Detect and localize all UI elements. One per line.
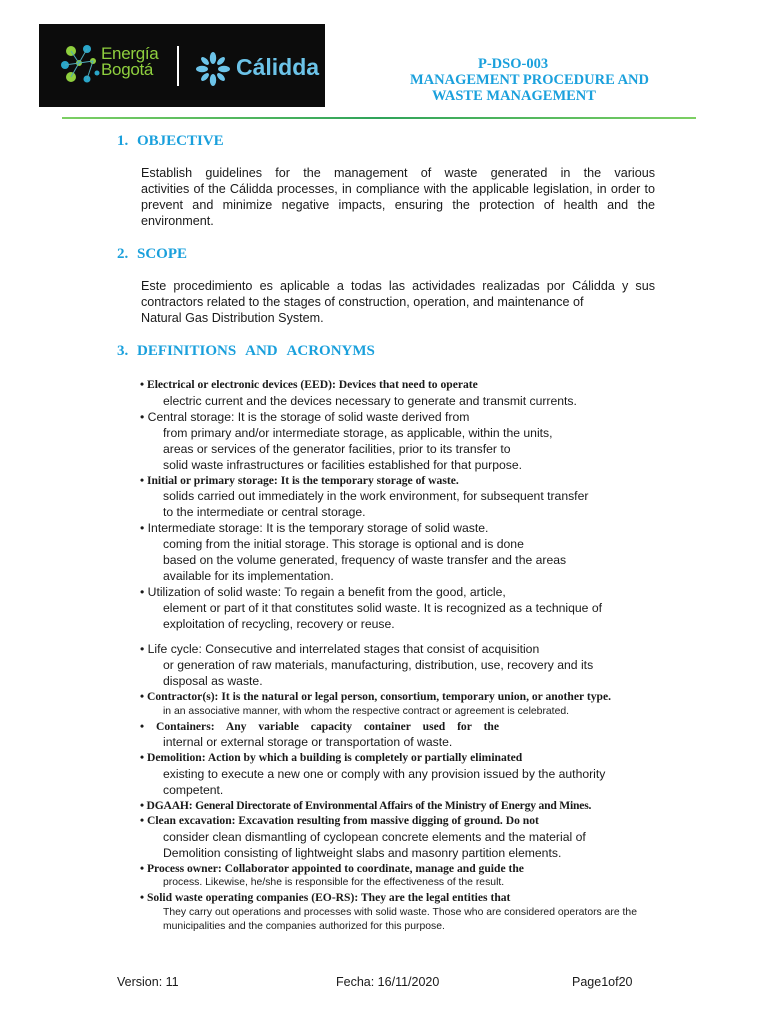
- definition-item: • Utilization of solid waste: To regain a benefit from the good, article, element or part of it that constitutes solid waste. It is recognized as a technique of exploitation of recycling, recovery or reuse.: [140, 585, 602, 631]
- definition-item: • Demolition: Action by which a building is completely or partially eliminated existing to execute a new one or comply with any provision issued by the authority competent.: [140, 751, 606, 797]
- energia-bogota-logo-icon: [57, 41, 105, 91]
- definition-item: • Central storage: It is the storage of solid waste derived from from primary and/or intermediate storage, as applicable, within the units, areas or services of the generator facilities, prior to its transfer to solid waste infrastructures or facilities established for that purpose.: [140, 409, 553, 472]
- definition-item: • Containers: Any variable capacity container used for the internal or external storage or transportation of waste.: [140, 719, 500, 749]
- footer-version: Version: 11: [117, 975, 179, 989]
- title-line-1: MANAGEMENT PROCEDURE AND: [410, 72, 649, 88]
- definition-item: • Contractor(s): It is the natural or legal person, consortium, temporary union, or another type. in an associative manner, with whom the respective contract or agreement is celebrated.: [140, 690, 611, 717]
- definition-item: • Initial or primary storage: It is the temporary storage of waste. solids carried out immediately in the work environment, for subsequent transfer to the intermediate or central storage.: [140, 473, 589, 519]
- definition-item: • Intermediate storage: It is the temporary storage of solid waste. coming from the initial storage. This storage is optional and is done based on the volume generated, frequency of waste transfer and the areas available for its implementation.: [140, 521, 567, 583]
- definitions-list: [140, 377, 662, 934]
- header-logo-block: [39, 24, 325, 107]
- definition-item: • Clean excavation: Excavation resulting from massive digging of ground. Do not consider clean dismantling of cyclopean concrete elements and the material of Demolition consisting of lightweight slabs and masonry partition elements.: [140, 814, 586, 860]
- header-divider-rule: [62, 117, 696, 119]
- definition-item: • Solid waste operating companies (EO-RS): They are the legal entities that They carry out operations and processes with solid waste. Those who are considered operators are the municipalities and the companies authorized for this purpose.: [140, 891, 637, 932]
- definition-item: • DGAAH: General Directorate of Environmental Affairs of the Ministry of Energy and Mines.: [140, 798, 592, 812]
- document-header-title: [360, 56, 720, 104]
- section-heading-scope: 2. SCOPE: [117, 246, 188, 262]
- logo-divider: [177, 46, 179, 86]
- title-line-2: WASTE MANAGEMENT: [432, 88, 596, 104]
- definition-item: • Life cycle: Consecutive and interrelated stages that consist of acquisition or generation of raw materials, manufacturing, distribution, use, recovery and its disposal as waste.: [140, 642, 594, 688]
- energia-bogota-wordmark: Energía Bogotá: [101, 44, 159, 79]
- document-code: P-DSO-003: [478, 56, 549, 72]
- footer-page-number: Page1of20: [572, 975, 633, 989]
- section-heading-objective: 1. OBJECTIVE: [117, 133, 224, 149]
- definition-item: • Electrical or electronic devices (EED): Devices that need to operate electric current and the devices necessary to generate and transmit currents.: [140, 378, 577, 408]
- calidda-wordmark: Cálidda: [236, 54, 320, 80]
- calidda-logo-icon: [195, 51, 231, 87]
- scope-paragraph: Este procedimiento es aplicable a todas las actividades realizadas por Cálidda y sus contractors related to the stages of construction, operation, and maintenance of Natural Gas Distribution System.: [141, 279, 655, 325]
- section-heading-definitions: 3. DEFINITIONS AND ACRONYMS: [117, 343, 375, 359]
- definition-item: • Process owner: Collaborator appointed to coordinate, manage and guide the process. Likewise, he/she is responsible for the effectiveness of the result.: [140, 861, 524, 888]
- footer-date: Fecha: 16/11/2020: [336, 975, 440, 989]
- objective-paragraph: Establish guidelines for the management of waste generated in the various activities of the Cálidda processes, in compliance with the applicable legislation, in order to prevent and minimize negative impacts, ensuring the protection of health and the environment.: [141, 166, 655, 228]
